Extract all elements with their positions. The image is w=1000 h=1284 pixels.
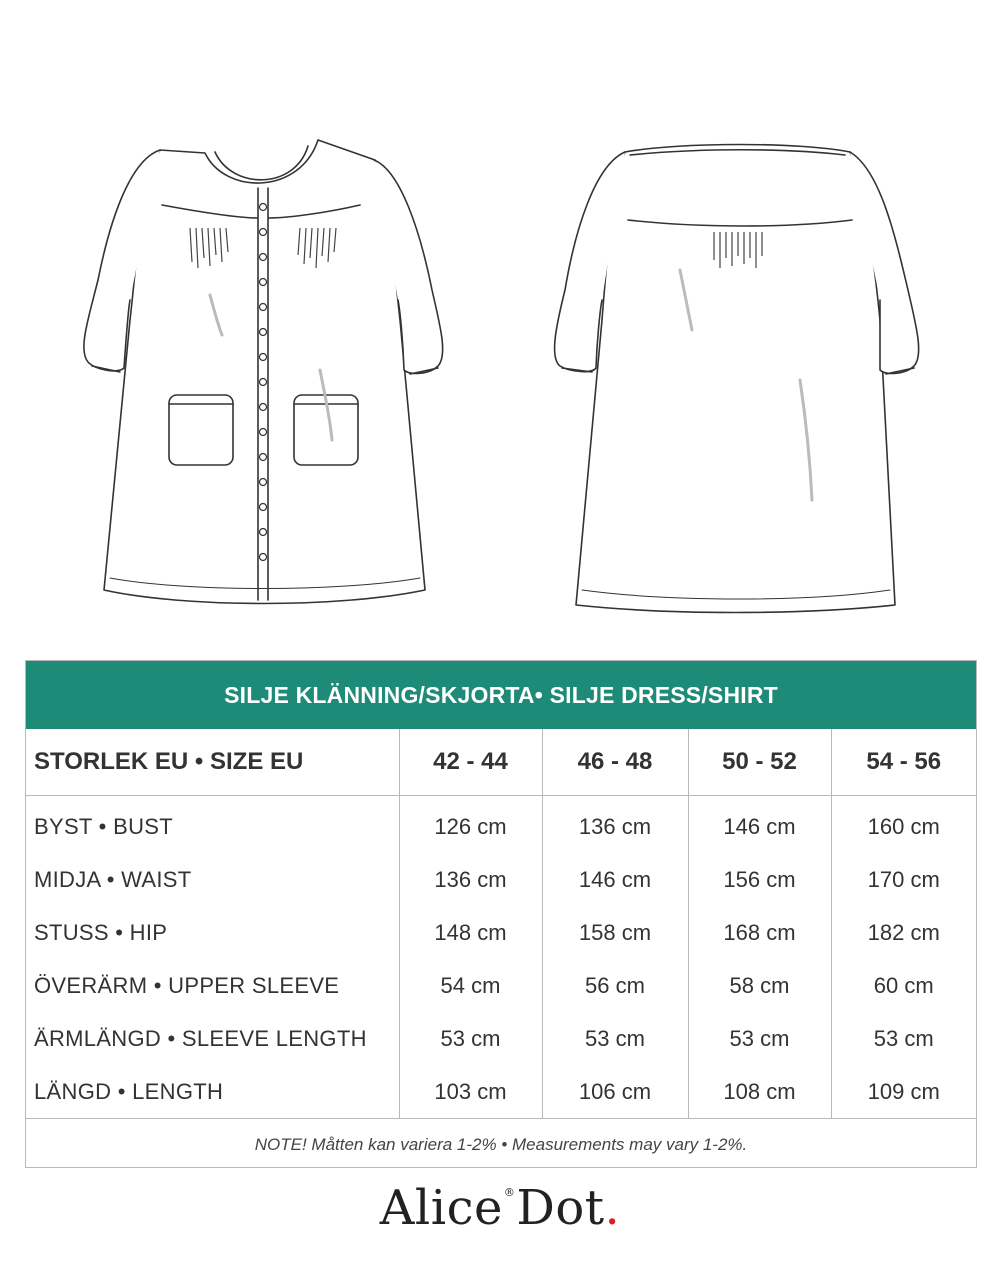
measurement-value: 148 cm bbox=[399, 906, 542, 959]
table-row bbox=[26, 1065, 976, 1118]
measurement-label: ÖVERÄRM • UPPER SLEEVE bbox=[34, 972, 340, 998]
measurement-value: 156 cm bbox=[688, 853, 831, 906]
dress-back-illustration bbox=[500, 0, 1000, 640]
measurement-label: ÄRMLÄNGD • SLEEVE LENGTH bbox=[34, 1025, 367, 1051]
measurement-value: 109 cm bbox=[831, 1065, 976, 1118]
measurement-value: 58 cm bbox=[688, 959, 831, 1012]
table-row bbox=[26, 906, 976, 959]
brand-dot: . bbox=[604, 1180, 621, 1236]
measurement-value: 126 cm bbox=[399, 796, 542, 854]
measurement-label: LÄNGD • LENGTH bbox=[34, 1078, 224, 1104]
table-row bbox=[26, 853, 976, 906]
measurement-value: 146 cm bbox=[688, 796, 831, 854]
dress-front-illustration bbox=[0, 0, 500, 640]
measurement-label: MIDJA • WAIST bbox=[34, 866, 192, 892]
size-column-header: 46 - 48 bbox=[542, 729, 688, 796]
table-row bbox=[26, 1012, 976, 1065]
measurement-label: BYST • BUST bbox=[34, 813, 173, 839]
measurement-value: 182 cm bbox=[831, 906, 976, 959]
measurement-value: 56 cm bbox=[542, 959, 688, 1012]
measurement-value: 103 cm bbox=[399, 1065, 542, 1118]
table-row bbox=[26, 796, 976, 854]
measurement-value: 158 cm bbox=[542, 906, 688, 959]
measurement-value: 53 cm bbox=[542, 1012, 688, 1065]
measurement-note: NOTE! Måtten kan variera 1-2% • Measurements may vary 1-2%. bbox=[26, 1118, 976, 1171]
measurement-value: 136 cm bbox=[542, 796, 688, 854]
measurement-value: 168 cm bbox=[688, 906, 831, 959]
measurement-value: 54 cm bbox=[399, 959, 542, 1012]
measurement-value: 160 cm bbox=[831, 796, 976, 854]
size-header-label: STORLEK EU • SIZE EU bbox=[26, 729, 399, 796]
measurement-value: 53 cm bbox=[399, 1012, 542, 1065]
size-chart bbox=[25, 660, 977, 1168]
measurement-value: 136 cm bbox=[399, 853, 542, 906]
measurement-value: 53 cm bbox=[831, 1012, 976, 1065]
size-column-header: 42 - 44 bbox=[399, 729, 542, 796]
size-column-header: 54 - 56 bbox=[831, 729, 976, 796]
size-header-row bbox=[26, 729, 976, 796]
measurement-value: 170 cm bbox=[831, 853, 976, 906]
brand-logo bbox=[0, 1180, 1000, 1236]
size-column-header: 50 - 52 bbox=[688, 729, 831, 796]
measurement-value: 108 cm bbox=[688, 1065, 831, 1118]
brand-name-first: Alice bbox=[379, 1180, 503, 1236]
size-table bbox=[26, 729, 976, 1118]
size-chart-title: SILJE KLÄNNING/SKJORTA• SILJE DRESS/SHIRT bbox=[26, 661, 976, 729]
measurement-value: 60 cm bbox=[831, 959, 976, 1012]
table-row bbox=[26, 959, 976, 1012]
measurement-value: 146 cm bbox=[542, 853, 688, 906]
measurement-value: 106 cm bbox=[542, 1065, 688, 1118]
measurement-label: STUSS • HIP bbox=[34, 919, 168, 945]
brand-name-second: Dot bbox=[516, 1180, 605, 1236]
garment-drawings bbox=[0, 0, 1000, 640]
registered-mark: ® bbox=[503, 1186, 516, 1199]
measurement-value: 53 cm bbox=[688, 1012, 831, 1065]
